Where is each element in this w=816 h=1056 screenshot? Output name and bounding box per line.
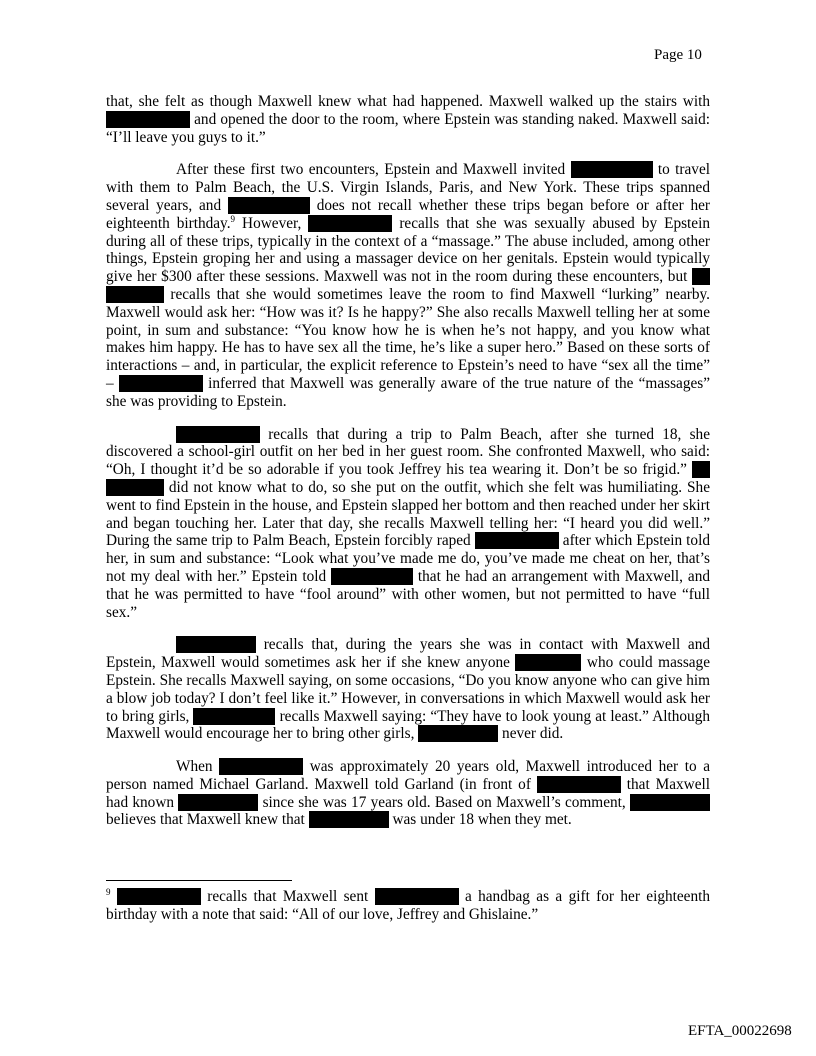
redaction-box <box>375 888 459 905</box>
bates-number: EFTA_00022698 <box>688 1023 792 1039</box>
redaction-box <box>106 111 190 128</box>
text-run: that, she felt as though Maxwell knew what had happened. Maxwell walked up the stairs with <box>106 93 710 110</box>
paragraph-2 <box>106 161 710 410</box>
redaction-box <box>630 794 710 811</box>
text-run: and opened the door to the room, where Epstein was standing naked. Maxwell said: “I’ll leave you guys to it.” <box>106 110 710 146</box>
text-run: does not recall whether these trips began before or after her eighteenth birthday. <box>106 196 710 232</box>
paragraph-1 <box>106 93 710 146</box>
text-run: that he had an arrangement with Maxwell, and that he was permitted to have “fool around” with other women, but not permitted to have “full sex.” <box>106 567 710 621</box>
redaction-box <box>571 161 653 178</box>
text-run: When <box>176 758 220 776</box>
text-run: a handbag as a gift for her eighteenth birthday with a note that said: “All of our love, Jeffrey and Ghislaine.” <box>106 888 711 923</box>
text-run: that Maxwell had known <box>106 775 710 811</box>
text-run: was under 18 when they met. <box>388 811 572 829</box>
paragraph-5 <box>106 758 710 829</box>
text-run: to travel with them to Palm Beach, the U.S. Virgin Islands, Paris, and New York. These trips spanned several years, and <box>106 161 710 214</box>
redaction-box <box>106 479 164 496</box>
footnote-separator <box>106 880 292 881</box>
text-run: recalls Maxwell saying: “They have to look young at least.” Although Maxwell would encourage her to bring other girls, <box>106 707 711 743</box>
redaction-box <box>176 426 260 443</box>
redaction-box <box>309 811 389 828</box>
redaction-box <box>475 532 559 549</box>
text-run: was approximately 20 years old, Maxwell introduced her to a person named Michael Garland. Maxwell told Garland (in front of <box>106 758 710 793</box>
redaction-box <box>515 654 581 671</box>
text-run: since she was 17 years old. Based on Maxwell’s comment, <box>258 793 630 811</box>
text-run: who could massage Epstein. She recalls Maxwell saying, on some occasions, “Do you know anyone who can give him a blow job today? I don’t feel like it.” However, in conversations in which Maxwell would ask her to bring girls, <box>106 654 710 725</box>
text-run: believes that Maxwell knew that <box>106 811 309 829</box>
redaction-box <box>418 725 498 742</box>
page-number: Page 10 <box>654 47 702 63</box>
redaction-box <box>106 286 164 303</box>
redaction-box <box>331 568 413 585</box>
text-run: recalls that Maxwell sent <box>200 888 375 905</box>
redaction-box <box>308 215 392 232</box>
redaction-box <box>537 776 621 793</box>
redaction-box <box>176 636 256 653</box>
text-run: did not know what to do, so she put on the outfit, which she felt was humiliating. She went to find Epstein in the house, and Epstein slapped her bottom and then reached under her skirt and began touching her. Later that day, she recalls Maxwell telling her: “I heard you did well.” During the same trip to Palm Beach, Epstein forcibly raped <box>106 478 710 550</box>
footnote-marker: 9 <box>106 887 111 897</box>
text-run: never did. <box>498 725 564 743</box>
text-run: after which Epstein told her, in sum and substance: “Look what you’ve made me do, you’ve made me cheat on her, that’s not my deal with her.” Epstein told <box>106 532 710 585</box>
text-run: After these first two encounters, Epstein and Maxwell invited <box>176 161 571 179</box>
text-run: recalls that she would sometimes leave the room to find Maxwell “lurking” nearby. Maxwell would ask her: “How was it? Is he happy?” She also recalls Maxwell telling her at some point, in sum and substance: “You know how he is when he’s not happy, and you know what makes him happy. He has to have sex all the time, he’s like a super hero.” Based on these sorts of interactions – and, in particular, the explicit reference to Epstein’s need to have “sex all the time” – <box>106 285 710 392</box>
redaction-box <box>228 197 310 214</box>
document-body <box>106 93 710 844</box>
redaction-box <box>119 375 203 392</box>
redaction-box <box>193 708 275 725</box>
text-run: recalls that during a trip to Palm Beach, after she turned 18, she discovered a school-girl outfit on her bed in her guest room. She confronted Maxwell, who said: “Oh, I thought it’d be so adorable if you took Jeffrey his tea wearing it. Don’t be so frigid.” <box>106 425 710 479</box>
redaction-box <box>178 794 258 811</box>
redaction-box <box>692 268 710 285</box>
redaction-box <box>117 888 201 905</box>
text-run: However, <box>235 214 309 232</box>
redaction-box <box>692 461 710 478</box>
redaction-box <box>219 758 303 775</box>
paragraph-3 <box>106 426 710 622</box>
text-run: inferred that Maxwell was generally aware of the true nature of the “massages” she was providing to Epstein. <box>106 374 711 410</box>
footnote <box>106 888 710 924</box>
paragraph-4 <box>106 636 710 743</box>
text-run: recalls that, during the years she was in contact with Maxwell and Epstein, Maxwell would sometimes ask her if she knew anyone <box>106 636 710 672</box>
text-run: recalls that she was sexually abused by Epstein during all of these trips, typically in the context of a “massage.” The abuse included, among other things, Epstein groping her and using a massager device on her genitals. Epstein would typically give her $300 after these sessions. Maxwell was not in the room during these encounters, but <box>106 214 710 286</box>
footnote-reference[interactable]: 9 <box>230 213 236 224</box>
